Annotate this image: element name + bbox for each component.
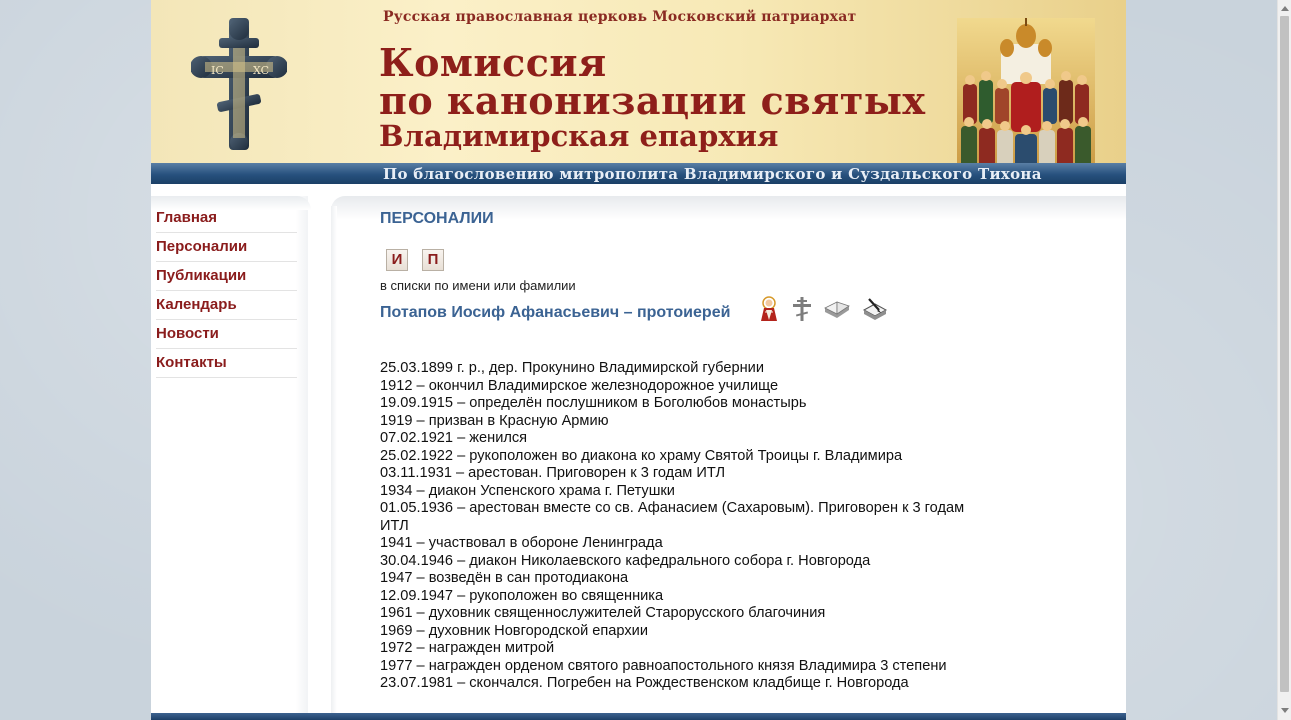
banner-title-line-1: Комиссия: [379, 40, 607, 85]
main-nav: [156, 204, 297, 378]
nav-item-calendar[interactable]: Календарь: [156, 291, 297, 320]
header-banner: [151, 0, 1126, 184]
biography-entry: 1947 – возведён в сан протодиакона: [380, 570, 629, 586]
biography-entry: 23.07.1981 – скончался. Погребен на Рождественском кладбище г. Новгорода: [380, 675, 909, 691]
banner-subtitle: Русская православная церковь Московский патриархат: [383, 9, 857, 25]
biography-entry: 12.09.1947 – рукоположен во священника: [380, 587, 664, 604]
letter-filter-button-i[interactable]: И: [386, 249, 408, 271]
scroll-thumb[interactable]: [1280, 16, 1289, 692]
biography-entry: 25.03.1899 г. р., дер. Прокунино Владимирской губернии: [380, 360, 764, 376]
nav-item-contacts[interactable]: Контакты: [156, 349, 297, 378]
cross-icon[interactable]: [788, 296, 816, 322]
scroll-up-arrow-icon[interactable]: [1281, 6, 1289, 11]
person-name-heading: Потапов Иосиф Афанасьевич – протоиерей: [380, 304, 731, 321]
biography-entry: 1972 – награжден митрой: [380, 640, 555, 656]
biography-entry: 1961 – духовник священнослужителей Старорусского благочиния: [380, 605, 826, 621]
blessing-text: По благословению митрополита Владимирского и Суздальского Тихона: [383, 165, 1042, 183]
orthodox-cross-icon: [191, 18, 287, 150]
biography-entry: 1969 – духовник Новгородской епархии: [380, 622, 648, 639]
biography-entry: 1941 – участвовал в обороне Ленинграда: [380, 535, 663, 551]
page-title: ПЕРСОНАЛИИ: [380, 210, 494, 227]
page-container: [151, 0, 1126, 720]
biography-entry: 01.05.1936 – арестован вместе со св. Афанасием (Сахаровым). Приговорен к 3 годам ИТЛ: [380, 500, 965, 534]
biography-entry: 25.02.1922 – рукоположен во диакона ко храму Святой Троицы г. Владимира: [380, 447, 903, 464]
vertical-scrollbar[interactable]: [1277, 0, 1291, 720]
nav-item-news[interactable]: Новости: [156, 320, 297, 349]
nav-item-persons[interactable]: Персоналии: [156, 233, 297, 262]
saints-icon-image: [957, 18, 1095, 180]
document-pen-icon[interactable]: [861, 296, 889, 322]
biography-list: [380, 360, 995, 693]
biography-entry: 07.02.1921 – женился: [380, 430, 528, 446]
svg-text:XC: XC: [253, 64, 270, 77]
biography-entry: 19.09.1915 – определён послушником в Боголюбов монастырь: [380, 395, 807, 411]
open-book-icon[interactable]: [823, 296, 851, 322]
nav-item-home[interactable]: Главная: [156, 204, 297, 233]
biography-entry: 03.11.1931 – арестован. Приговорен к 3 годам ИТЛ: [380, 465, 726, 481]
content-left-edge: [331, 206, 337, 716]
biography-entry: 1919 – призван в Красную Армию: [380, 412, 609, 429]
biography-entry: 30.04.1946 – диакон Николаевского кафедрального собора г. Новгорода: [380, 552, 871, 569]
scroll-down-arrow-icon[interactable]: [1281, 708, 1289, 713]
nav-item-publications[interactable]: Публикации: [156, 262, 297, 291]
banner-title-line-2: по канонизации святых: [379, 78, 926, 123]
banner-title-line-3: Владимирская епархия: [379, 119, 779, 153]
saint-figure-icon[interactable]: [755, 296, 783, 322]
letter-filter-hint: в списки по имени или фамилии: [380, 278, 576, 293]
biography-entry: 1977 – награжден орденом святого равноапостольного князя Владимира 3 степени: [380, 657, 947, 674]
biography-entry: 1912 – окончил Владимирское железнодорожное училище: [380, 377, 779, 394]
svg-text:IC: IC: [211, 64, 224, 77]
footer-bar: [151, 713, 1126, 720]
biography-entry: 1934 – диакон Успенского храма г. Петушки: [380, 482, 675, 499]
letter-filter-button-p[interactable]: П: [422, 249, 444, 271]
